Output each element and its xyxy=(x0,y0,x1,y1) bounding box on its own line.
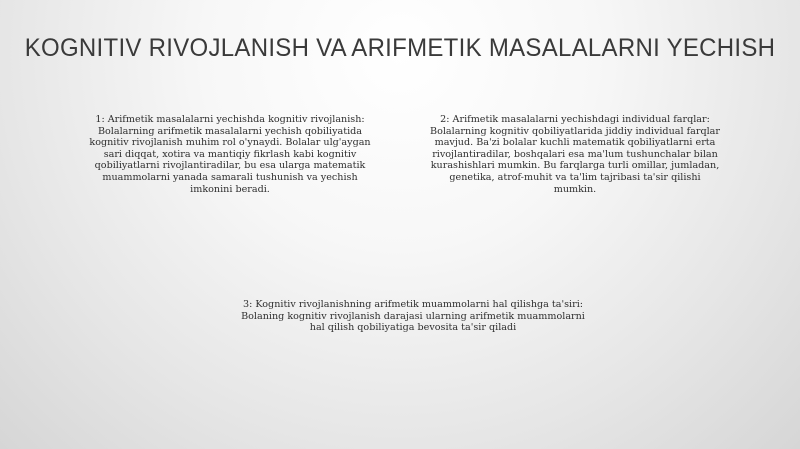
slide-title: KOGNITIV RIVOJLANISH VA ARIFMETIK MASALALARNI YECHISH xyxy=(24,34,776,62)
paragraph-1: 1: Arifmetik masalalarni yechishda kognitiv rivojlanish: Bolalarning arifmetik masalalarni yechish qobiliyatida kognitiv rivojlanish muhim rol o'ynaydi. Bolalar ulg'aygan sari diqqat, xotira va mantiqiy fikrlash kabi kognitiv qobiliyatlarni rivojlantiradilar, bu esa ularga matematik muammolarni yanada samarali tushunish va yechish imkonini beradi. xyxy=(89,114,371,195)
paragraph-2: 2: Arifmetik masalalarni yechishdagi individual farqlar: Bolalarning kognitiv qobiliyatlarida jiddiy individual farqlar mavjud. Ba'zi bolalar kuchli matematik qobiliyatlarni erta rivojlantiradilar, boshqalari esa ma'lum tushunchalar bilan kurashishlari mumkin. Bu farqlarga turli omillar, jumladan, genetika, atrof-muhit va ta'lim tajribasi ta'sir qilishi mumkin. xyxy=(430,114,720,195)
paragraph-3: 3: Kognitiv rivojlanishning arifmetik muammolarni hal qilishga ta'siri: Bolaning kognitiv rivojlanish darajasi ularning arifmetik muammolarni hal qilish qobiliyatiga bevosita ta'sir qiladi xyxy=(241,299,585,334)
